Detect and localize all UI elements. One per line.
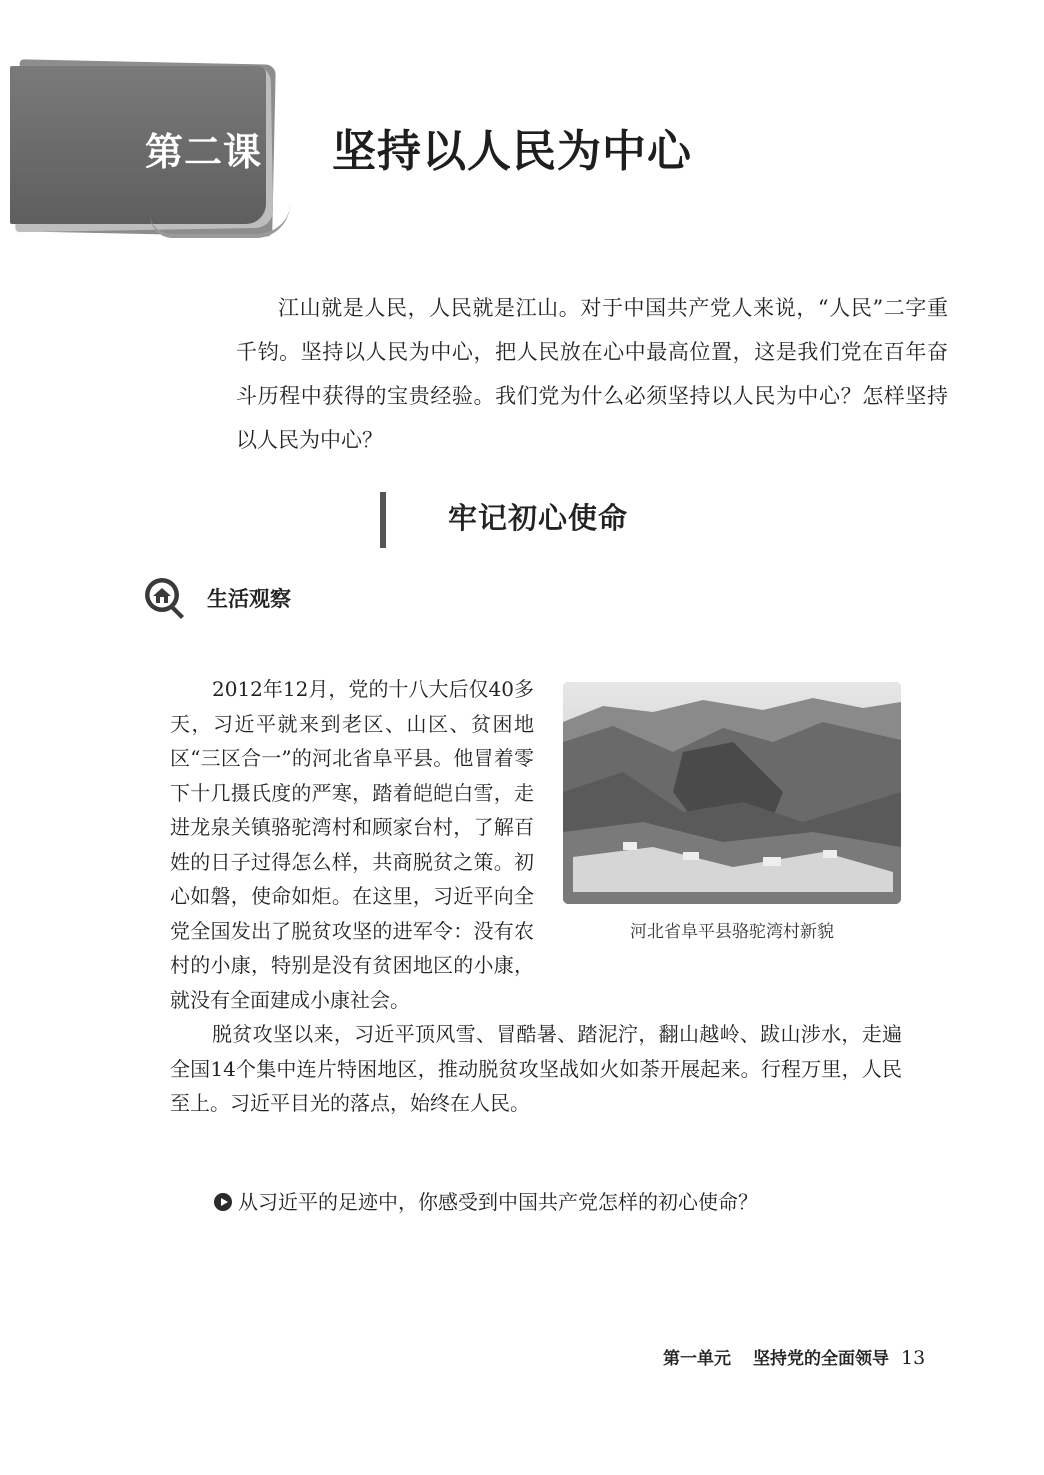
photo-caption: 河北省阜平县骆驼湾村新貌 xyxy=(630,922,834,942)
body-paragraph-2: 脱贫攻坚以来，习近平顶风雪、冒酷暑、踏泥泞，翻山越岭、跋山涉水，走遍全国14个集中连片特困地区，推动脱贫攻坚战如火如荼开展起来。行程万里，人民至上。习近平目光的落点，始终在人民。 xyxy=(170,1022,902,1115)
page-number: 13 xyxy=(901,1347,926,1369)
discussion-question xyxy=(214,1186,758,1218)
photo-space xyxy=(534,672,902,962)
lesson-banner-curl xyxy=(150,204,290,238)
observation-label: 生活观察 xyxy=(207,587,291,611)
intro-paragraph: 江山就是人民，人民就是江山。对于中国共产党人来说，“人民”二字重千钧。坚持以人民为中心，把人民放在心中最高位置，这是我们党在百年奋斗历程中获得的宝贵经验。我们党为什么必须坚持以人民为中心？怎样坚持以人民为中心？ xyxy=(236,296,948,452)
lesson-label: 第二课 xyxy=(145,130,263,174)
body-text xyxy=(170,672,902,1121)
footer-unit: 第一单元 xyxy=(663,1349,731,1369)
section-title: 牢记初心使命 xyxy=(448,501,629,535)
lesson-title: 坚持以人民为中心 xyxy=(332,126,692,177)
section-heading-bar xyxy=(380,492,386,548)
question-text: 从习近平的足迹中，你感受到中国共产党怎样的初心使命？ xyxy=(238,1190,758,1214)
page-footer xyxy=(663,1343,925,1374)
play-circle-icon xyxy=(214,1193,232,1211)
house-magnifier-icon xyxy=(142,575,188,621)
body-paragraph-1: 2012年12月，党的十八大后仅40多天，习近平就来到老区、山区、贫困地区“三区合一”的河北省阜平县。他冒着零下十几摄氏度的严寒，踏着皑皑白雪，走进龙泉关镇骆驼湾村和顾家台村，了解百姓的日子过得怎么样，共商脱贫之策。初心如磐，使命如炬。在这里，习近平向全党全国发出了脱贫攻坚的进军令：没有农村的小康，特别是没有贫困地区的小康，就没有全面建成小康社会。 xyxy=(170,677,534,1012)
footer-unit-title: 坚持党的全面领导 xyxy=(753,1349,889,1369)
